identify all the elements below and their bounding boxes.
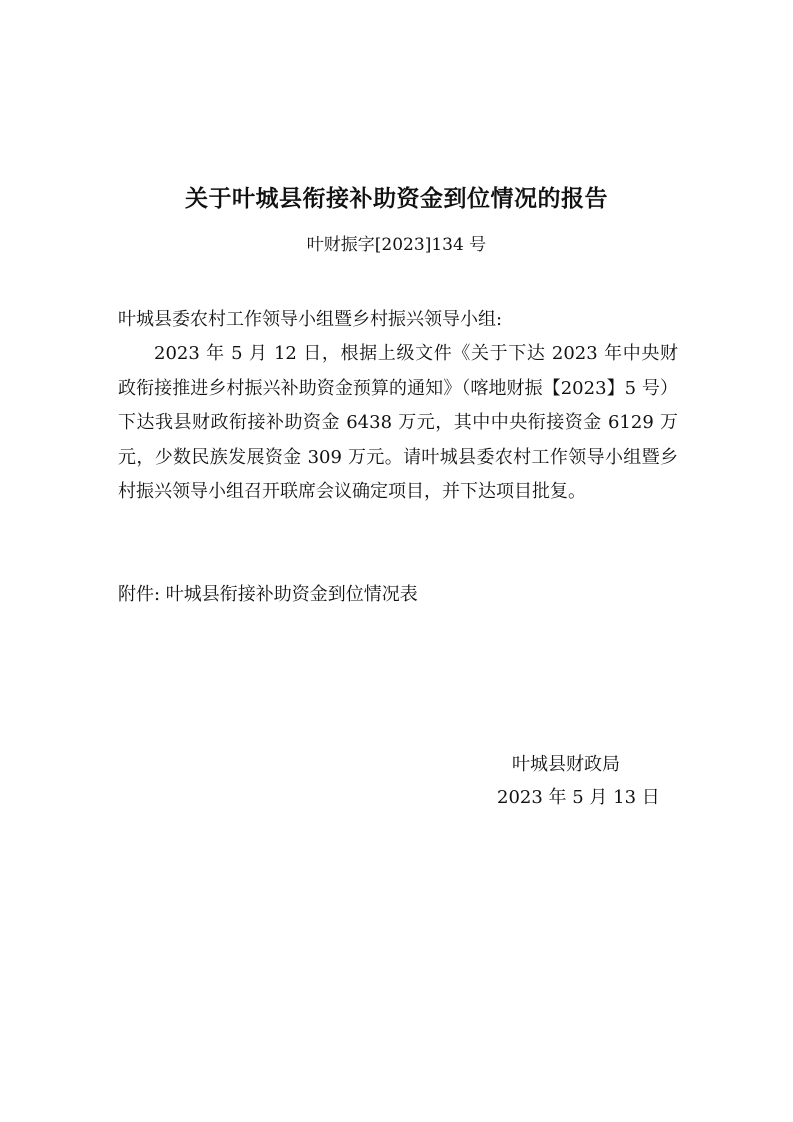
document-number: 叶财振字[2023]134 号 <box>306 235 487 255</box>
document-title: 关于叶城县衔接补助资金到位情况的报告 <box>185 186 608 212</box>
signature-date: 2023 年 5 月 13 日 <box>497 787 660 808</box>
body-paragraph: 2023 年 5 月 12 日，根据上级文件《关于下达 2023 年中央财政衔接推进乡村振兴补助资金预算的通知》（喀地财振【2023】5 号）下达我县财政衔接补助资金 6438 万元，其中中央衔接资金 6129 万元，少数民族发展资金 309 万元。请叶城县委农村工作领导小组暨乡村振兴领导小组召开联席会议确定项目，并下达项目批复。 <box>118 343 678 502</box>
salutation: 叶城县委农村工作领导小组暨乡村振兴领导小组: <box>118 309 503 330</box>
signature-organization: 叶城县财政局 <box>512 754 620 775</box>
attachment-note: 附件: 叶城县衔接补助资金到位情况表 <box>118 584 418 605</box>
